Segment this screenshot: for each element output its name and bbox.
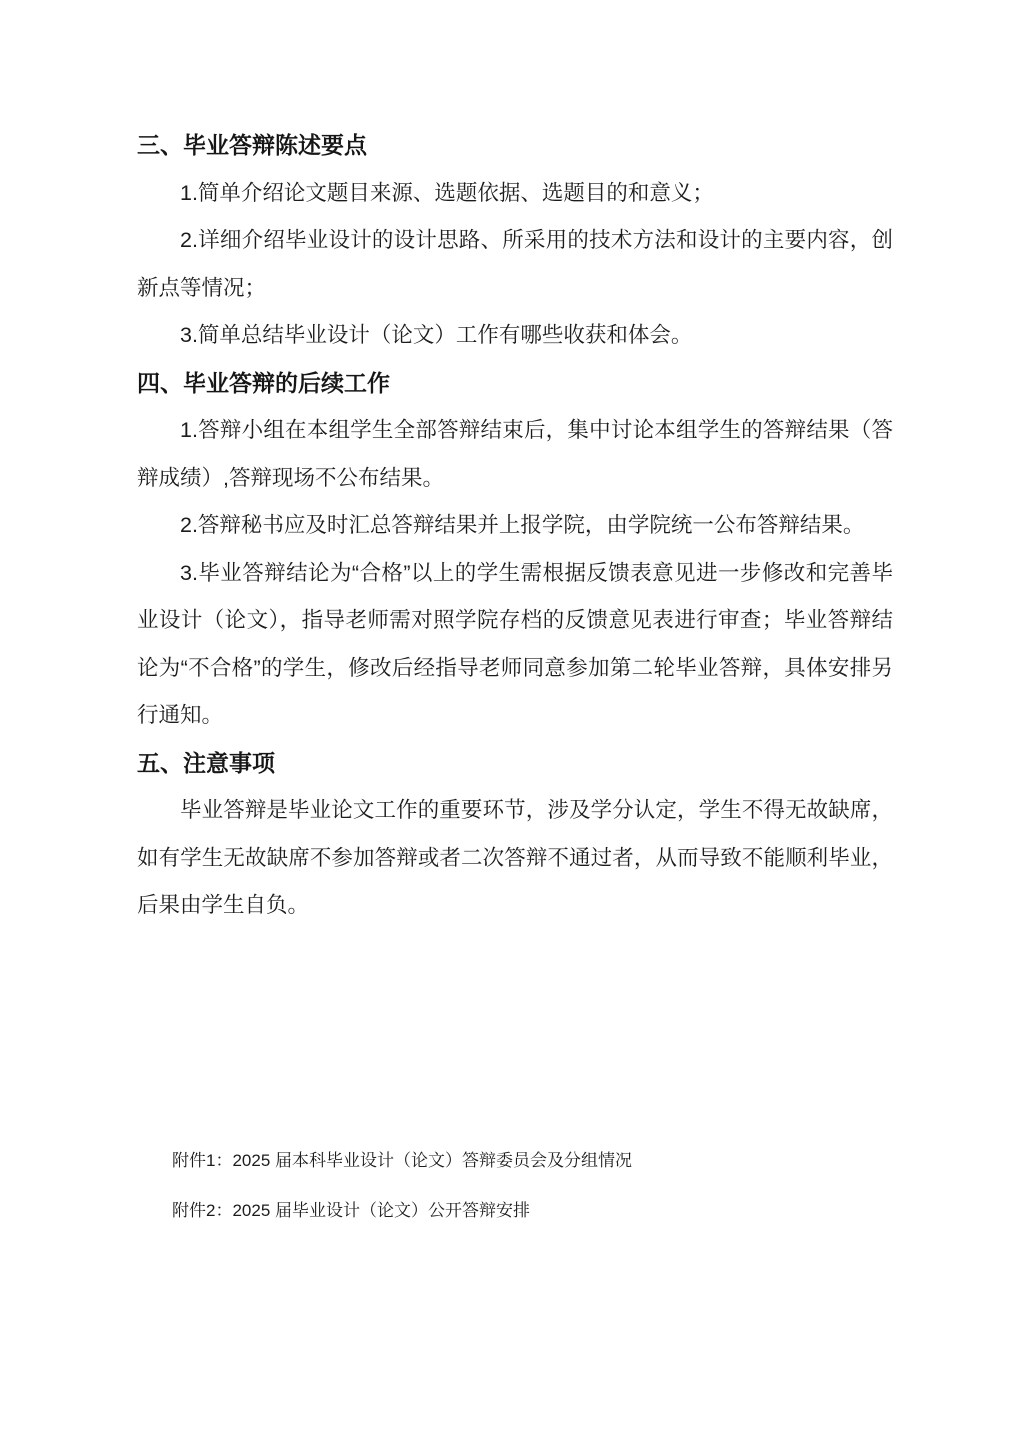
section-heading-follow-up-work: 四、毕业答辩的后续工作 [137,369,390,396]
section-heading-notes: 五、注意事项 [137,749,275,776]
paragraph-follow-up-2: 2.答辩秘书应及时汇总答辩结果并上报学院，由学院统一公布答辩结果。 [180,513,865,537]
paragraph-statement-point-1: 1.简单介绍论文题目来源、选题依据、选题目的和意义； [180,180,714,205]
paragraph-statement-point-3: 3.简单总结毕业设计（论文）工作有哪些收获和体会。 [180,323,693,347]
paragraph-statement-point-2: 2.详细介绍毕业设计的设计思路、所采用的技术方法和设计的主要内容，创新点等情况； [137,228,893,300]
paragraph-notes-1: 毕业答辩是毕业论文工作的重要环节，涉及学分认定，学生不得无故缺席，如有学生无故缺席不参加答辩或者二次答辩不通过者，从而导致不能顺利毕业，后果由学生自负。 [137,798,893,917]
paragraph-follow-up-3: 3.毕业答辩结论为“合格”以上的学生需根据反馈表意见进一步修改和完善毕业设计（论文），指导老师需对照学院存档的反馈意见表进行审查；毕业答辩结论为“不合格”的学生，修改后经指导老师同意参加第二轮毕业答辩，具体安排另行通知。 [137,560,893,727]
attachment-line-1: 附件1：2025 届本科毕业设计（论文）答辩委员会及分组情况 [172,1151,632,1170]
document-body [137,122,893,930]
paragraph-follow-up-1: 1.答辩小组在本组学生全部答辩结束后，集中讨论本组学生的答辩结果（答辩成绩）,答辩现场不公布结果。 [137,418,893,490]
attachments-block [172,1136,872,1236]
section-heading-defense-statement-points: 三、毕业答辩陈述要点 [137,132,367,158]
attachment-line-2: 附件2：2025 届毕业设计（论文）公开答辩安排 [172,1201,530,1220]
